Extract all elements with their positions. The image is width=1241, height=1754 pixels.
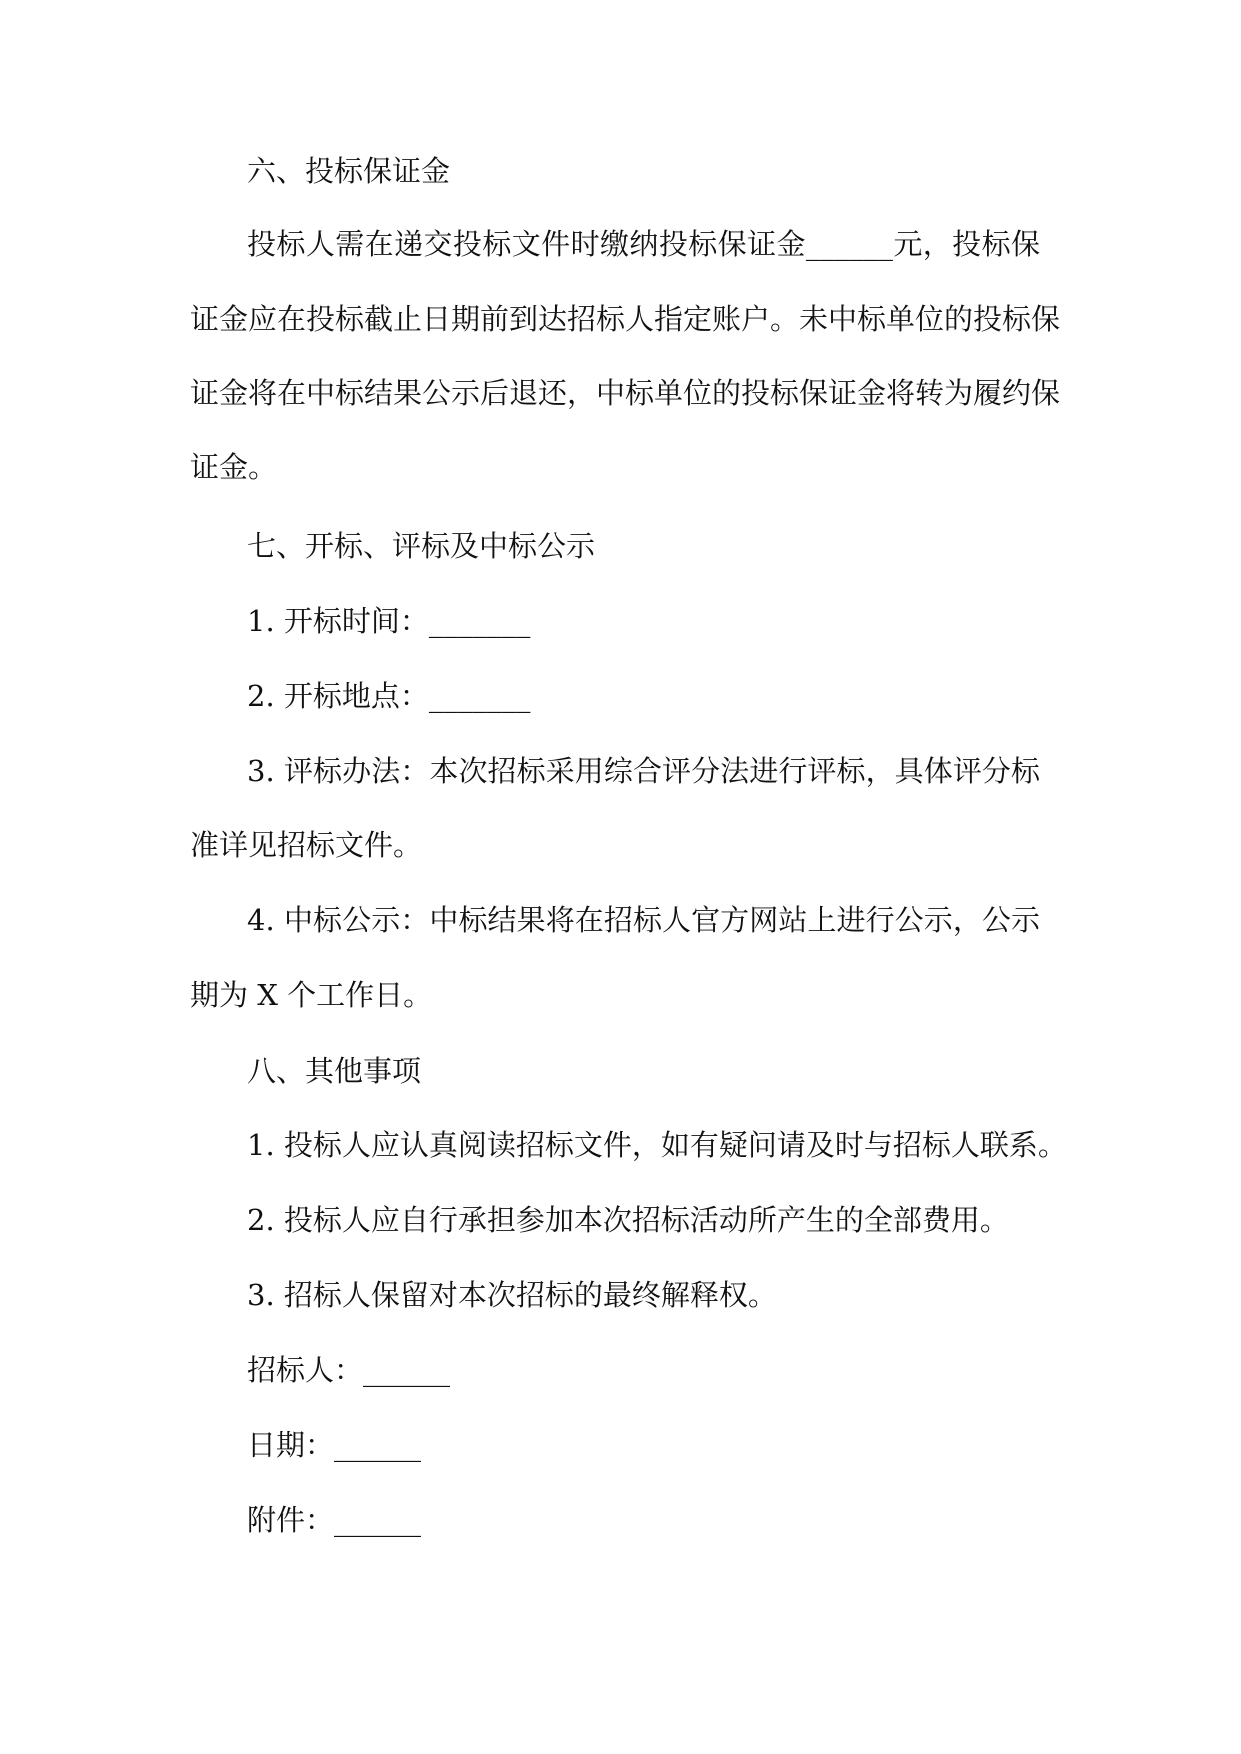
list-item-evaluation-method: 3. 评标办法：本次招标采用综合评分法进行评标，具体评分标 <box>247 754 1040 788</box>
paragraph-line: 证金应在投标截止日期前到达招标人指定账户。未中标单位的投标保 <box>190 302 1061 336</box>
signature-attachment: 附件：______ <box>247 1503 422 1537</box>
paragraph-line: 投标人需在递交投标文件时缴纳投标保证金______元，投标保 <box>247 227 1040 261</box>
list-item-award-announcement: 4. 中标公示：中标结果将在招标人官方网站上进行公示，公示 <box>247 903 1040 937</box>
signature-tenderer: 招标人：______ <box>247 1353 451 1387</box>
paragraph-line: 证金将在中标结果公示后退还，中标单位的投标保证金将转为履约保 <box>190 376 1061 410</box>
signature-date: 日期：______ <box>247 1428 422 1462</box>
list-item-read-documents: 1. 投标人应认真阅读招标文件，如有疑问请及时与招标人联系。 <box>247 1128 1067 1162</box>
paragraph-line: 证金。 <box>190 450 278 484</box>
list-item-bear-costs: 2. 投标人应自行承担参加本次招标活动所产生的全部费用。 <box>247 1203 1009 1237</box>
section-heading-deposit: 六、投标保证金 <box>247 154 451 188</box>
list-item-opening-time: 1. 开标时间：_______ <box>247 604 531 638</box>
section-heading-other-matters: 八、其他事项 <box>247 1054 422 1088</box>
list-item-interpretation-right: 3. 招标人保留对本次招标的最终解释权。 <box>247 1278 777 1312</box>
list-item-continuation: 期为 X 个工作日。 <box>190 978 433 1012</box>
list-item-opening-location: 2. 开标地点：_______ <box>247 679 531 713</box>
section-heading-bid-opening: 七、开标、评标及中标公示 <box>247 529 596 563</box>
list-item-continuation: 准详见招标文件。 <box>190 828 423 862</box>
